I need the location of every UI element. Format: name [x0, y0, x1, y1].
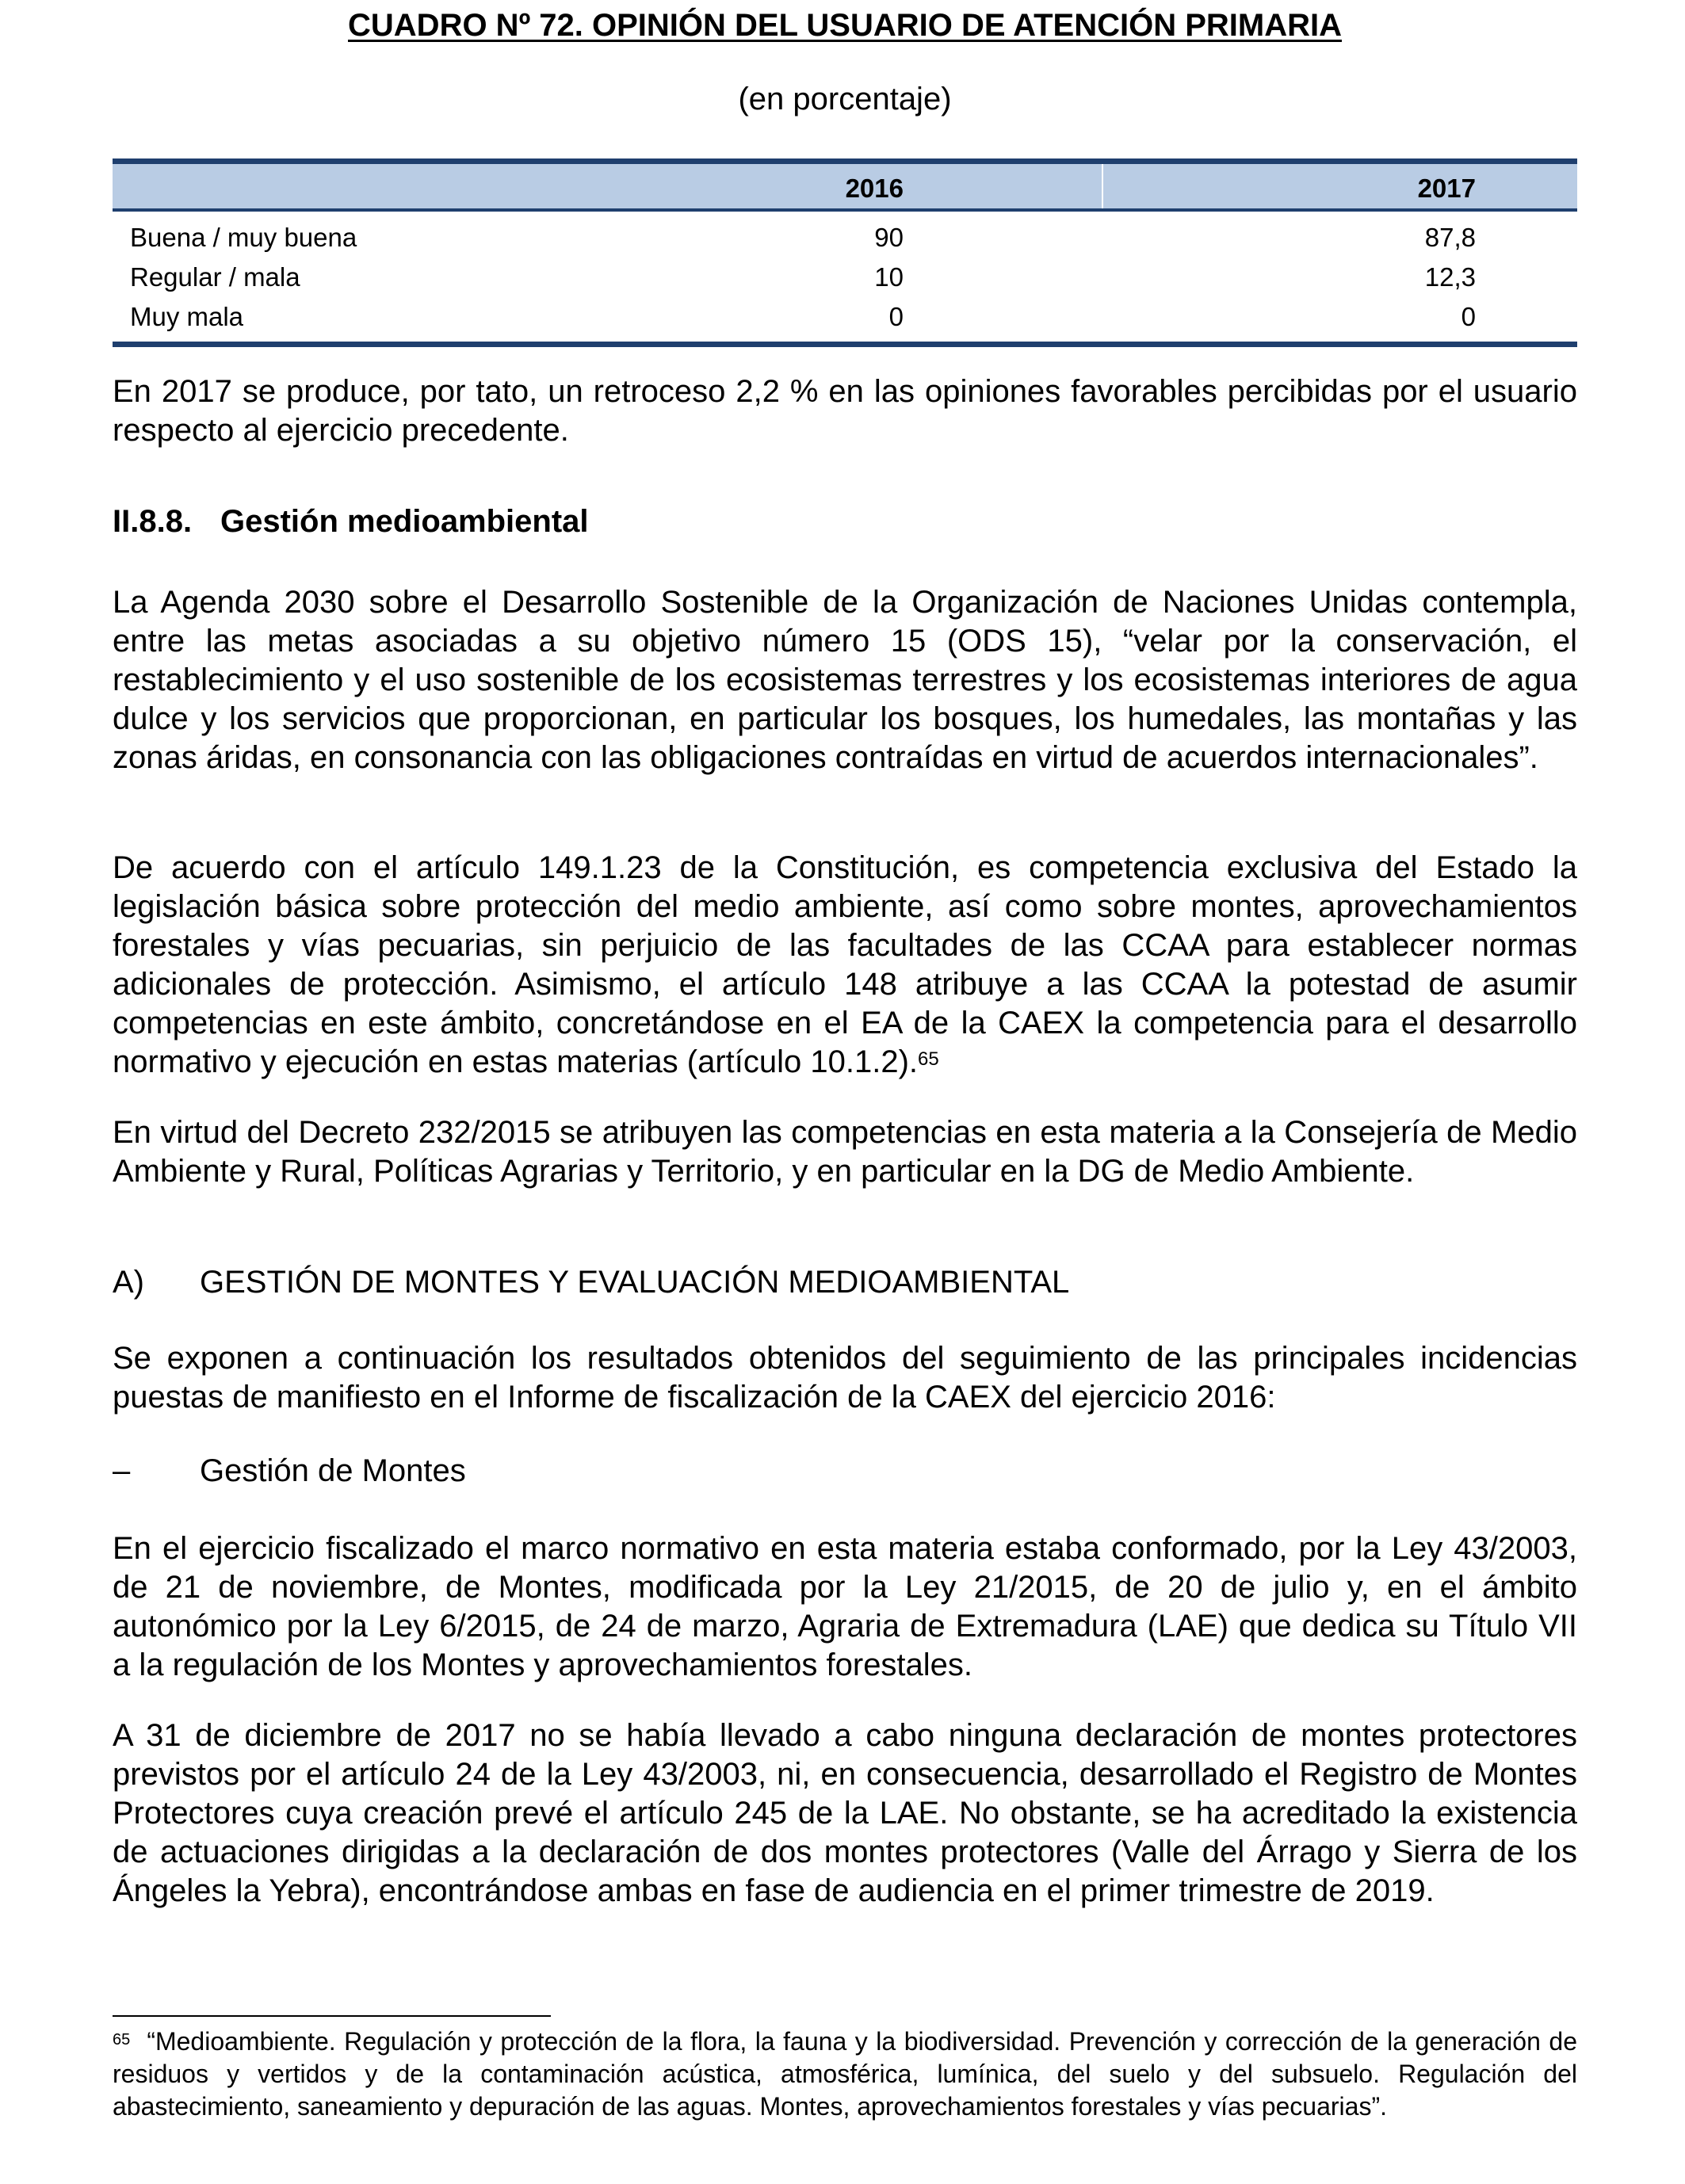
row-label: Buena / muy buena — [130, 223, 357, 252]
footnote — [113, 2026, 1577, 2123]
table-subtitle: (en porcentaje) — [738, 82, 952, 116]
section-heading — [113, 504, 589, 540]
table-header — [113, 158, 1577, 212]
table-row — [113, 256, 1577, 296]
bullet-text: Gestión de Montes — [200, 1453, 466, 1488]
bullet-item — [113, 1453, 466, 1489]
row-label: Regular / mala — [130, 262, 300, 292]
section-title: Gestión medioambiental — [220, 504, 589, 539]
footnote-text: “Medioambiente. Regulación y protección de la flora, la fauna y la biodiversidad. Prevención y corrección de la generación de residuos y vertidos y de la contaminación acústica, atmosférica, lumínica, del suelo y del subsuelo. Regulación del abastecimiento, saneamiento y depuración de las aguas. Montes, aprovechamientos forestales y vías pecuarias”. — [113, 2027, 1578, 2121]
paragraph-resultados: Se exponen a continuación los resultados obtenidos del seguimiento de las principales incidencias puestas de manifiesto en el Informe de fiscalización de la CAEX del ejercicio 2016: — [113, 1341, 1577, 1415]
opinion-table — [113, 158, 1577, 347]
paragraph-agenda-2030: La Agenda 2030 sobre el Desarrollo Sostenible de la Organización de Naciones Unidas contempla, entre las metas asociadas a su objetivo número 15 (ODS 15), “velar por la conservación, el restablecimiento y el uso sostenible de los ecosistemas terrestres y los ecosistemas interiores de agua dulce y los servicios que proporcionan, en particular los bosques, los humedales, las montañas y las zonas áridas, en consonancia con las obligaciones contraídas en virtud de acuerdos internacionales”. — [113, 585, 1577, 775]
subsection-title: GESTIÓN DE MONTES Y EVALUACIÓN MEDIOAMBIENTAL — [200, 1265, 1070, 1300]
paragraph-constitucion — [113, 849, 1577, 1082]
column-header-2016: 2016 — [845, 174, 904, 203]
footnote-separator — [113, 2015, 551, 2017]
paragraph-constitucion-text: De acuerdo con el artículo 149.1.23 de la Constitución, es competencia exclusiva del Estado la legislación básica sobre protección del medio ambiente, así como sobre montes, aprovechamientos forestales y vías pecuarias, sin perjuicio de las facultades de las CCAA para establecer normas adicionales de protección. Asimismo, el artículo 148 atribuye a las CCAA la potestad de asumir competencias en este ámbito, concretándose en el EA de la CAEX la competencia para el desarrollo normativo y ejecución en estas materias (artículo 10.1.2). — [113, 850, 1577, 1079]
table-title: CUADRO Nº 72. OPINIÓN DEL USUARIO DE ATENCIÓN PRIMARIA — [348, 8, 1342, 43]
section-number: II.8.8. — [113, 504, 193, 539]
cell-2016: 10 — [874, 262, 904, 292]
paragraph-retroceso: En 2017 se produce, por tato, un retroceso 2,2 % en las opiniones favorables percibidas por el usuario respecto al ejercicio precedente. — [113, 374, 1577, 448]
paragraph-montes-protectores: A 31 de diciembre de 2017 no se había llevado a cabo ninguna declaración de montes protectores previstos por el artículo 24 de la Ley 43/2003, ni, en consecuencia, desarrollado el Registro de Montes Protectores cuya creación prevé el artículo 245 de la LAE. No obstante, se ha acreditado la existencia de actuaciones dirigidas a la declaración de dos montes protectores (Valle del Árrago y Sierra de los Ángeles la Yebra), encontrándose ambas en fase de audiencia en el primer trimestre de 2019. — [113, 1718, 1577, 1908]
row-label: Muy mala — [130, 302, 244, 331]
cell-2017: 87,8 — [1424, 223, 1476, 252]
footnote-number: 65 — [113, 2031, 131, 2048]
dash-marker: – — [113, 1453, 131, 1488]
table-row — [113, 216, 1577, 256]
cell-2017: 12,3 — [1424, 262, 1476, 292]
paragraph-decreto: En virtud del Decreto 232/2015 se atribuyen las competencias en esta materia a la Consejería de Medio Ambiente y Rural, Políticas Agrarias y Territorio, y en particular en la DG de Medio Ambiente. — [113, 1115, 1577, 1189]
paragraph-marco-normativo: En el ejercicio fiscalizado el marco normativo en esta materia estaba conformado, por la Ley 43/2003, de 21 de noviembre, de Montes, modificada por la Ley 21/2015, de 20 de julio y, en el ámbito autonómico por la Ley 6/2015, de 24 de marzo, Agraria de Extremadura (LAE) que dedica su Título VII a la regulación de los Montes y aprovechamientos forestales. — [113, 1531, 1577, 1682]
cell-2016: 90 — [874, 223, 904, 252]
subsection-marker: A) — [113, 1265, 144, 1300]
table-row — [113, 296, 1577, 335]
cell-2017: 0 — [1461, 302, 1476, 331]
table-bottom-rule — [113, 342, 1577, 347]
cell-2016: 0 — [888, 302, 904, 331]
subsection-heading — [113, 1265, 1069, 1300]
column-header-2017: 2017 — [1417, 174, 1476, 203]
footnote-reference: 65 — [918, 1048, 939, 1070]
